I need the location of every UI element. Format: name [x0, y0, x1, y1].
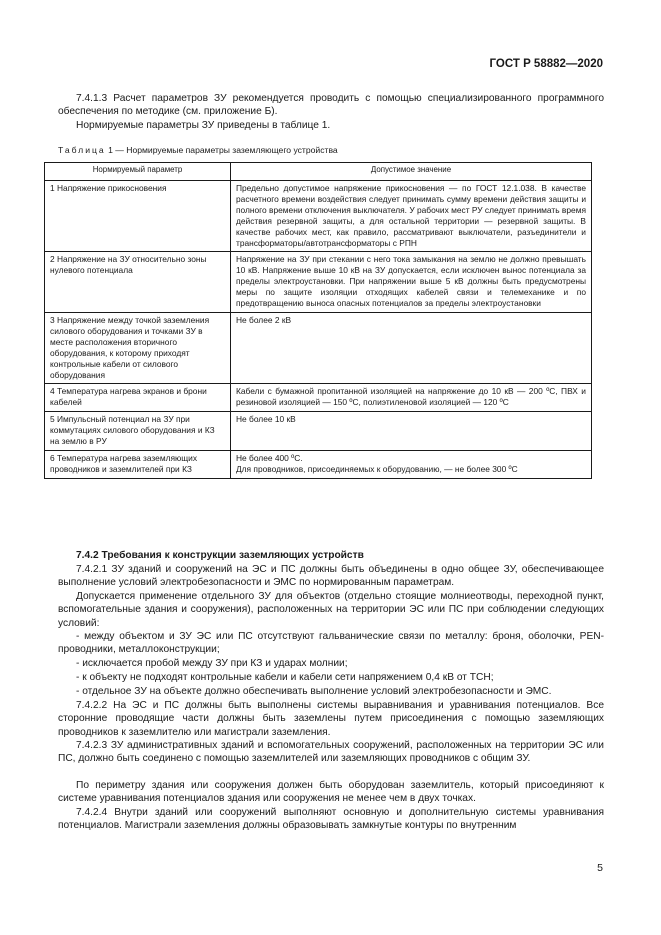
- table-row: [45, 450, 592, 478]
- table-cell-parameter: 6 Температура нагрева заземляющих проводников и заземлителей при КЗ: [45, 450, 231, 478]
- paragraph-table-reference: Нормируемые параметры ЗУ приведены в таблице 1.: [76, 120, 331, 131]
- list-item: - к объекту не подходят контрольные кабели и кабели сети напряжением 0,4 кВ от ТСН;: [76, 672, 494, 683]
- table-cell-parameter: 3 Напряжение между точкой заземления силового оборудования и точками ЗУ в месте расположения вторичного оборудования, к которому приходят контрольные кабели от силового оборудования: [45, 312, 231, 383]
- table-row: [45, 384, 592, 412]
- table-caption: [58, 145, 338, 155]
- table-cell-parameter: 4 Температура нагрева экранов и брони кабелей: [45, 384, 231, 412]
- table-cell-value-line: Для проводников, присоединяемых к оборудованию, — не более 300 ºС: [236, 463, 518, 474]
- table-cell-value: [231, 450, 592, 478]
- table-row: [45, 412, 592, 451]
- table-caption-word: Таблица: [58, 145, 106, 155]
- paragraph-perimeter-grounding: По периметру здания или сооружения должен быть оборудован заземлитель, который присоединяют к системе уравнивания потенциалов здания или сооружения не менее чем в двух точках.: [58, 780, 604, 805]
- table-header-row: [45, 163, 592, 181]
- list-item: - отдельное ЗУ на объекте должно обеспечивать выполнение условий электробезопасности и ЭМС.: [76, 686, 552, 697]
- table-row: [45, 252, 592, 313]
- column-header-parameter: Нормируемый параметр: [45, 163, 231, 181]
- table-cell-value: Напряжение на ЗУ при стекании с него тока замыкания на землю не должно превышать 10 кВ. Напряжение выше 10 кВ на ЗУ допускается, если исключен вынос потенциала за пределы электроустановки. При напряжении выше 5 кВ должны быть предусмотрены меры по защите изоляции отходящих кабелей связи и телемеханике и по предотвращению выноса опасных потенциалов за пределы электроустановки: [231, 252, 592, 313]
- list-item: - между объектом и ЗУ ЭС или ПС отсутствуют гальванические связи по металлу: броня, оболочки, PEN-проводники, металлоконструкции;: [58, 631, 604, 656]
- table-cell-value-line: Не более 400 ºС.: [236, 452, 303, 463]
- table-caption-text: 1 — Нормируемые параметры заземляющего устройства: [108, 145, 338, 155]
- paragraph-7-4-2-4: 7.4.2.4 Внутри зданий или сооружений выполняют основную и дополнительную системы уравнивания потенциалов. Магистрали заземления должны образовывать замкнутые контуры по внутренним: [58, 807, 604, 832]
- paragraph-7-4-2-1: 7.4.2.1 ЗУ зданий и сооружений на ЭС и ПС должны быть объединены в одно общее ЗУ, обеспечивающее выполнение условий электробезопасности и ЭМС по нормированным параметрам.: [58, 564, 604, 589]
- table-cell-parameter: 5 Импульсный потенциал на ЗУ при коммутациях силового оборудования и КЗ на землю в РУ: [45, 412, 231, 451]
- parameters-table: [44, 162, 592, 479]
- list-item: - исключается пробой между ЗУ при КЗ и ударах молнии;: [76, 658, 348, 669]
- table-cell-value: Не более 10 кВ: [231, 412, 592, 451]
- table-row: [45, 312, 592, 383]
- paragraph-exception-conditions: Допускается применение отдельного ЗУ для объектов (отдельно стоящие молниеотводы, переходной пункт, вспомогательные здания и сооружения), расположенных на территории ЭС или ПС при соблюдении следующих условий:: [58, 591, 604, 629]
- table-cell-parameter: 2 Напряжение на ЗУ относительно зоны нулевого потенциала: [45, 252, 231, 313]
- paragraph-7-4-2-3: 7.4.2.3 ЗУ административных зданий и вспомогательных сооружений, расположенных на территории ЭС или ПС, должно быть соединено с помощью заземлителей или заземляющих проводников с общим ЗУ.: [58, 740, 604, 765]
- table-cell-parameter: 1 Напряжение прикосновения: [45, 181, 231, 252]
- table-cell-value: Не более 2 кВ: [231, 312, 592, 383]
- paragraph-7-4-1-3: 7.4.1.3 Расчет параметров ЗУ рекомендуется проводить с помощью специализированного программного обеспечения по методике (см. приложение Б).: [58, 93, 604, 118]
- table-row: [45, 181, 592, 252]
- table-cell-value: Кабели с бумажной пропитанной изоляцией на напряжение до 10 кВ — 200 ºС, ПВХ и резиновой изоляцией — 150 ºС, полиэтиленовой изоляцией — 120 ºС: [231, 384, 592, 412]
- section-heading-7-4-2: 7.4.2 Требования к конструкции заземляющих устройств: [76, 550, 364, 561]
- page-number: 5: [597, 862, 603, 874]
- paragraph-7-4-2-2: 7.4.2.2 На ЭС и ПС должны быть выполнены системы выравнивания и уравнивания потенциалов. Все сторонние проводящие части должны быть заземлены путем присоединения с помощью заземляющих проводников к заземлителю или магистрали заземления.: [58, 700, 604, 738]
- document-standard-number: ГОСТ Р 58882—2020: [489, 58, 603, 70]
- column-header-value: Допустимое значение: [231, 163, 592, 181]
- table-cell-value: Предельно допустимое напряжение прикосновения — по ГОСТ 12.1.038. В качестве расчетного времени воздействия следует принимать сумму времени действия защиты и полного времени отключения выключателя. У рабочих мест РУ следует принимать время действия резервной защиты, а для остальной территории — резервной защиты. В качестве рабочих мест, как правило, рассматривают выключатели, разъединители и трансформаторы/автотрансформаторы с РПН: [231, 181, 592, 252]
